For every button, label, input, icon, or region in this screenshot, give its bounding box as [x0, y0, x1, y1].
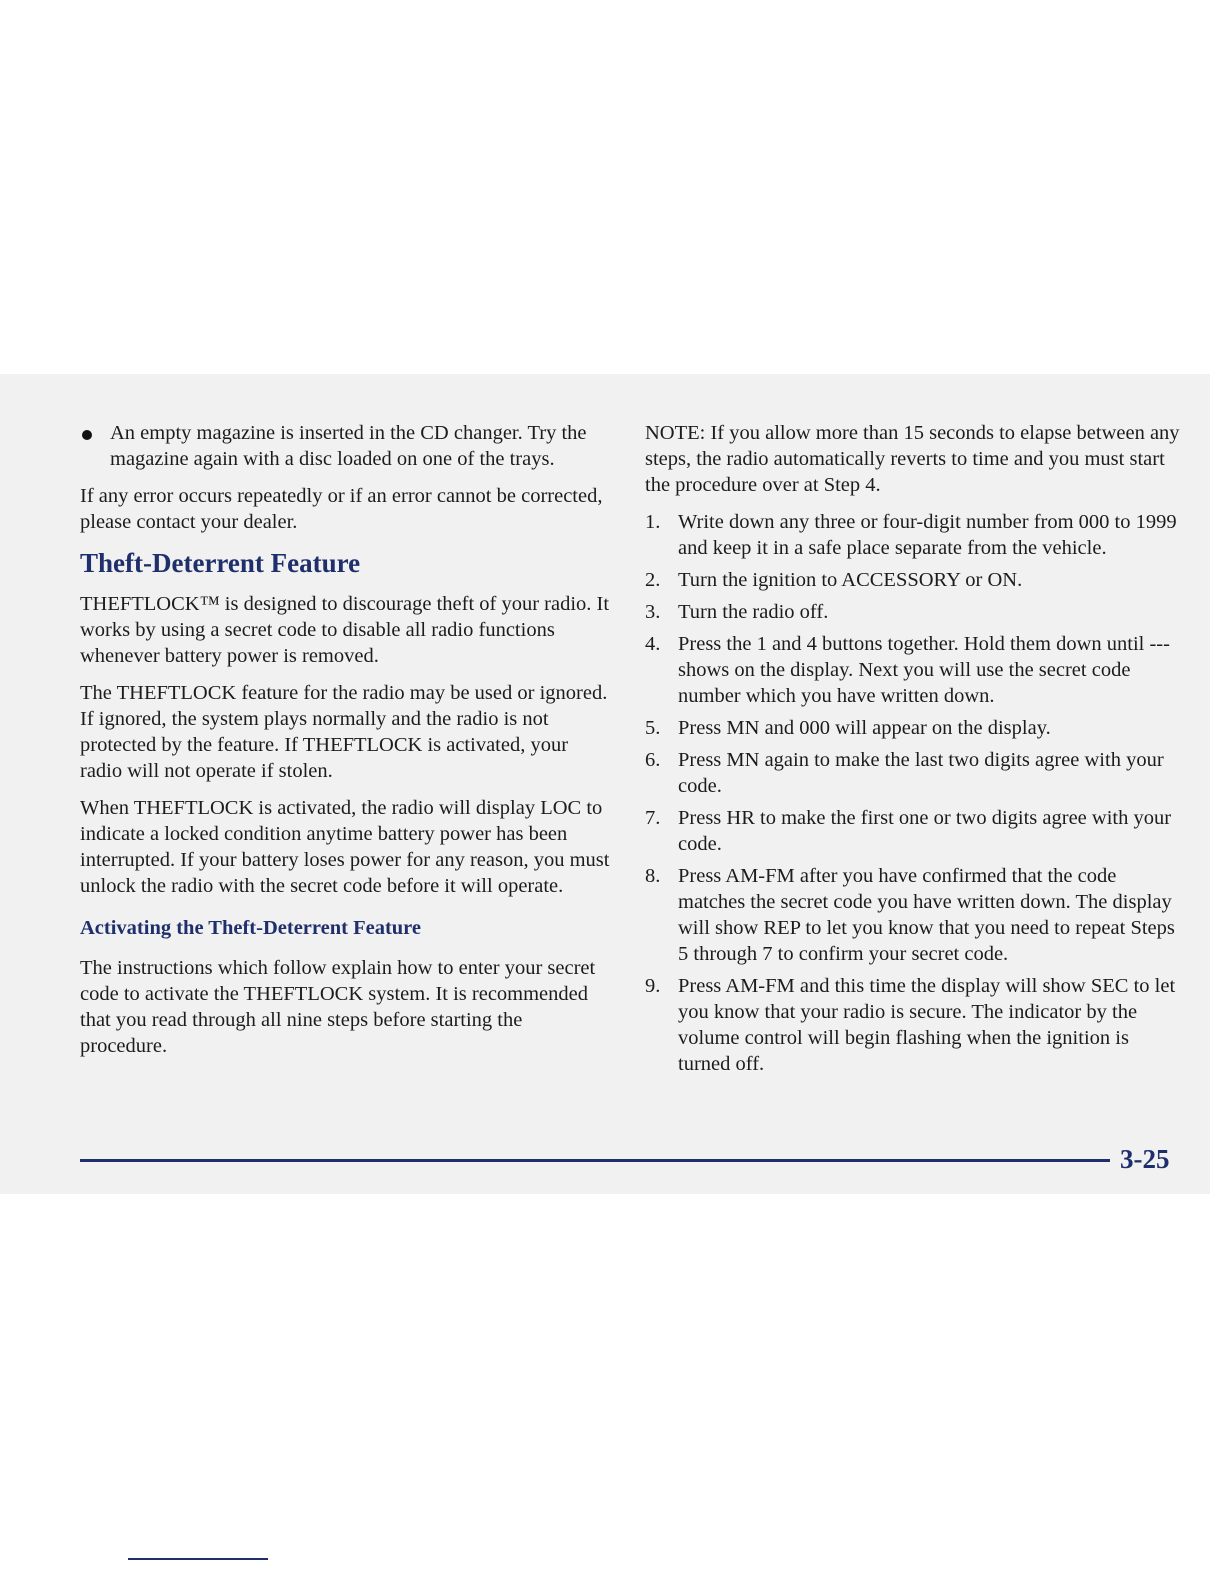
note-paragraph: NOTE: If you allow more than 15 seconds to elapse between any steps, the radio automatically reverts to time and you must start the procedure over at Step 4.	[645, 422, 1180, 496]
step-number: 9.	[645, 975, 661, 997]
step-text: Press the 1 and 4 buttons together. Hold them down until --- shows on the display. Next you will use the secret code number which you have written down.	[678, 633, 1170, 707]
step-text: Press HR to make the first one or two digits agree with your code.	[678, 807, 1172, 855]
step-item	[645, 631, 1185, 709]
step-text: Press MN again to make the last two digits agree with your code.	[678, 749, 1164, 797]
step-number: 8.	[645, 865, 661, 887]
step-text: Write down any three or four-digit number from 000 to 1999 and keep it in a safe place separate from the vehicle.	[678, 511, 1177, 559]
step-number: 7.	[645, 807, 661, 829]
error-paragraph: If any error occurs repeatedly or if an error cannot be corrected, please contact your dealer.	[80, 485, 603, 533]
theftlock-loc-paragraph: When THEFTLOCK is activated, the radio will display LOC to indicate a locked condition anytime battery power has been interrupted. If your battery loses power for any reason, you must unlock the radio with the secret code before it will operate.	[80, 797, 610, 897]
step-number: 3.	[645, 601, 661, 623]
instructions-paragraph: The instructions which follow explain how to enter your secret code to activate the THEFTLOCK system. It is recommended that you read through all nine steps before starting the procedure.	[80, 957, 596, 1057]
step-number: 6.	[645, 749, 661, 771]
step-number: 2.	[645, 569, 661, 591]
step-number: 4.	[645, 633, 661, 655]
bottom-rule	[128, 1558, 268, 1560]
left-column	[80, 420, 610, 1070]
step-number: 1.	[645, 511, 661, 533]
step-text: Turn the radio off.	[678, 601, 829, 623]
steps-list	[645, 509, 1185, 1077]
step-text: Turn the ignition to ACCESSORY or ON.	[678, 569, 1023, 591]
subsection-heading: Activating the Theft-Deterrent Feature	[80, 917, 421, 939]
page-number: 3-25	[1120, 1144, 1170, 1174]
bullet-text: An empty magazine is inserted in the CD changer. Try the magazine again with a disc loaded on one of the trays.	[110, 422, 587, 470]
section-heading: Theft-Deterrent Feature	[80, 548, 361, 578]
step-item	[645, 863, 1185, 967]
step-item	[645, 747, 1185, 799]
step-item	[645, 567, 1185, 593]
step-text: Press AM-FM and this time the display will show SEC to let you know that your radio is secure. The indicator by the volume control will begin flashing when the ignition is turned off.	[678, 975, 1176, 1075]
footer-rule	[80, 1159, 1110, 1162]
step-item	[645, 599, 1185, 625]
step-number: 5.	[645, 717, 661, 739]
bullet-icon	[82, 430, 92, 440]
step-item	[645, 805, 1185, 857]
step-text: Press AM-FM after you have confirmed that the code matches the secret code you have written down. The display will show REP to let you know that you need to repeat Steps 5 through 7 to confirm your secret code.	[678, 865, 1175, 965]
right-column	[645, 420, 1185, 1083]
theftlock-usage-paragraph: The THEFTLOCK feature for the radio may be used or ignored. If ignored, the system plays normally and the radio is not protected by the feature. If THEFTLOCK is activated, your radio will not operate if stolen.	[80, 682, 608, 782]
step-item	[645, 715, 1185, 741]
theftlock-intro-paragraph: THEFTLOCK™ is designed to discourage theft of your radio. It works by using a secret code to disable all radio functions whenever battery power is removed.	[80, 593, 610, 667]
bullet-item	[80, 420, 610, 472]
step-text: Press MN and 000 will appear on the display.	[678, 717, 1051, 739]
step-item	[645, 973, 1185, 1077]
step-item	[645, 509, 1185, 561]
